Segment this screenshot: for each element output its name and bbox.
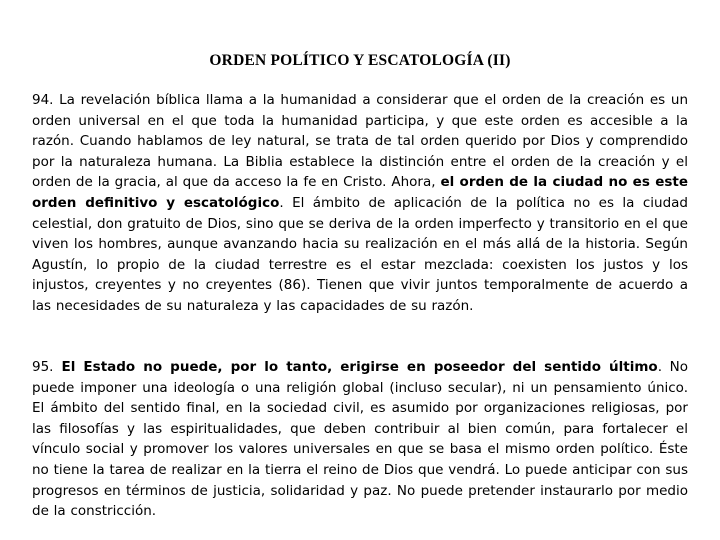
paragraph-emphasis: El Estado no puede, por lo tanto, erigirse en poseedor del sentido último <box>53 359 658 375</box>
paragraph-text: La revelación bíblica llama a la humanidad a considerar que el orden de la creación es un orden universal en el que toda la humanidad participa, y que este orden es accesible a la razón. Cuando hablamos de ley natural, se trata de tal orden querido por Dios y comprendido por la naturaleza humana. La Biblia establece la distinción entre el orden de la creación y el orden de la gracia, al que da acceso la fe en Cristo. Ahora, <box>32 92 688 191</box>
page-title: ORDEN POLÍTICO Y ESCATOLOGÍA (II) <box>209 52 511 69</box>
paragraph-text: . No puede imponer una ideología o una religión global (incluso secular), ni un pensamiento único. El ámbito del sentido final, en la sociedad civil, es asumido por organizaciones religiosas, por las filosofías y las espiritualidades, que deben contribuir al bien común, para fortalecer el vínculo social y promover los valores universales en que se basa el mismo orden político. Éste no tiene la tarea de realizar en la tierra el reino de Dios que vendrá. Lo puede anticipar con sus progresos en términos de justicia, solidaridad y paz. No puede pretender instaurarlo por medio de la constricción. <box>32 359 688 520</box>
paragraph-emphasis: el orden de la ciudad no es este orden definitivo y escatológico <box>32 174 688 211</box>
paragraph-text: . El ámbito de aplicación de la política no es la ciudad celestial, don gratuito de Dios, sino que se deriva de la orden imperfecto y transitorio en el que viven los hombres, aunque avanzando hacia su realización en el más allá de la historia. Según Agustín, lo propio de la ciudad terrestre es el estar mezclada: coexisten los justos y los injustos, creyentes y no creyentes (86). Tienen que vivir juntos temporalmente de acuerdo a las necesidades de su naturaleza y las capacidades de su razón. <box>32 194 688 314</box>
paragraph-95 <box>32 357 688 522</box>
paragraph-number: 95. <box>32 359 54 375</box>
paragraph-number: 94. <box>32 92 54 108</box>
paragraph-94 <box>32 90 688 317</box>
